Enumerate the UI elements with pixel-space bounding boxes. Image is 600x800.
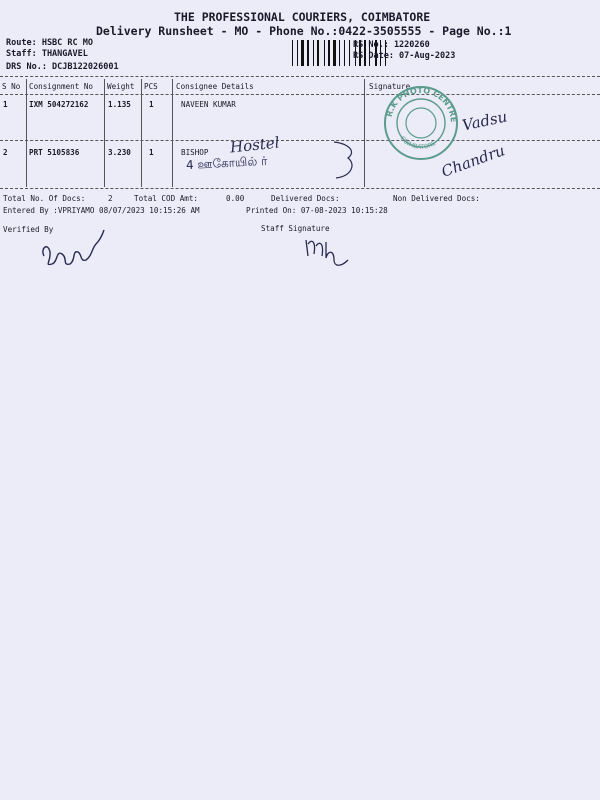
row2-handwritten-note: Hostel [229,133,281,157]
staff-signature-label: Staff Signature [261,224,330,233]
route-label: Route: HSBC RC MO [6,38,93,48]
row1-consignment: IXM 504272162 [29,100,89,109]
barcode-bar [320,40,323,66]
svg-text:R.K PHOTO CENTRE: R.K PHOTO CENTRE [384,85,459,123]
barcode-bar [310,40,312,66]
total-cod-label: Total COD Amt: [134,194,199,203]
barcode-bar [317,40,319,66]
col-divider [172,79,173,187]
barcode-bar [294,40,296,66]
non-delivered-docs-label: Non Delivered Docs: [393,194,480,203]
header-weight: Weight [107,82,135,91]
barcode-bar [324,40,325,66]
verified-by-signature [38,226,110,272]
row1-sno: 1 [3,100,8,109]
drs-number: DRS No.: DCJB122026001 [6,62,119,72]
barcode-bar [346,40,348,66]
col-divider [26,79,27,187]
barcode-bar [331,40,332,66]
barcode-bar [301,40,304,66]
row2-sno: 2 [3,148,8,157]
barcode-bar [326,40,327,66]
barcode-bar [297,40,298,66]
svg-text:COIMBATORE: COIMBATORE [398,135,438,151]
header-pcs: PCS [144,82,158,91]
printed-on: Printed On: 07-08-2023 10:15:28 [246,206,388,215]
table-header-line [0,94,600,95]
header-consignment: Consignment No [29,82,94,91]
runsheet-subtitle: Delivery Runsheet - MO - Phone No.:0422-3505555 - Page No.:1 [96,24,512,38]
total-docs-label: Total No. Of Docs: [3,194,86,203]
verified-by-label: Verified By [3,225,54,234]
barcode-bar [292,40,293,66]
barcode-bar [333,40,336,66]
header-signature: Signature [369,82,411,91]
entered-by: Entered By :VPRIYAMO 08/07/2023 10:15:26 AM [3,206,200,215]
barcode-bar [299,40,300,66]
barcode-bar [307,40,309,66]
total-docs-value: 2 [108,194,113,203]
col-divider [364,79,365,187]
row2-bracket-scribble [330,138,360,182]
staff-signature-mark [300,234,356,274]
barcode-bar [339,40,340,66]
row1-consignee: NAVEEN KUMAR [181,100,236,109]
header-consignee: Consignee Details [176,82,254,91]
delivered-docs-label: Delivered Docs: [271,194,340,203]
row2-consignment: PRT 5105836 [29,148,80,157]
rs-number: RS No.: 1220260 [353,40,430,50]
company-stamp [382,84,460,162]
barcode-bar [341,40,343,66]
barcode-bar [349,40,350,66]
barcode-bar [305,40,306,66]
header-sno: S No [2,82,21,91]
row1-signature: Vadsu [460,107,509,135]
col-divider [104,79,105,187]
table-bottom-line [0,188,600,189]
row2-signature: Chandru [438,141,508,181]
row2-consignee: BISHOP [181,148,209,157]
total-cod-value: 0.00 [226,194,245,203]
rs-date: RS Date: 07-Aug-2023 [353,51,456,61]
row1-weight: 1.135 [108,100,131,109]
barcode-bar [313,40,314,66]
barcode-bar [315,40,316,66]
barcode-bar [328,40,330,66]
table-top-line [0,76,600,77]
barcode-bar [337,40,338,66]
row2-pcs: 1 [149,148,154,157]
company-title: THE PROFESSIONAL COURIERS, COIMBATORE [174,10,431,24]
row1-pcs: 1 [149,100,154,109]
staff-label: Staff: THANGAVEL [6,49,88,59]
row2-handwritten-tamil: 4 ஊகோயில் ர் [185,153,268,173]
row-divider [0,140,600,141]
row2-weight: 3.230 [108,148,131,157]
col-divider [141,79,142,187]
barcode-bar [344,40,345,66]
